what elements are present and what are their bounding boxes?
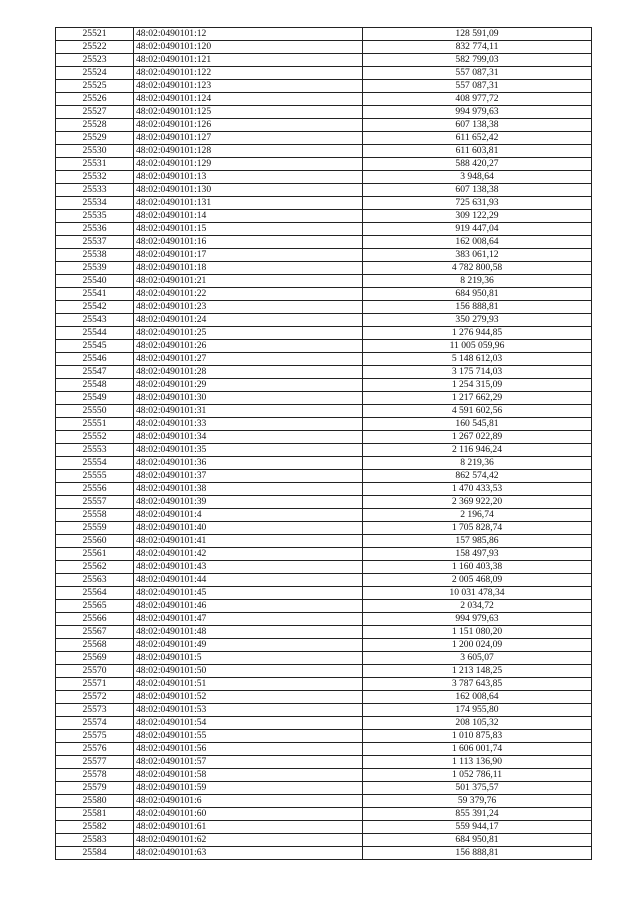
cadastral-number-cell: 48:02:0490101:53	[134, 704, 363, 717]
cadastral-number-cell: 48:02:0490101:24	[134, 314, 363, 327]
cadastral-number-cell: 48:02:0490101:6	[134, 795, 363, 808]
table-row	[56, 782, 592, 795]
cadastral-value-cell: 1 113 136,90	[363, 756, 592, 769]
cadastral-number-cell: 48:02:0490101:38	[134, 483, 363, 496]
cadastral-value-cell: 8 219,36	[363, 275, 592, 288]
row-number-cell: 25529	[56, 132, 134, 145]
table-row	[56, 379, 592, 392]
row-number-cell: 25580	[56, 795, 134, 808]
cadastral-value-cell: 582 799,03	[363, 54, 592, 67]
cadastral-value-cell: 1 160 403,38	[363, 561, 592, 574]
table-row	[56, 600, 592, 613]
cadastral-value-cell: 862 574,42	[363, 470, 592, 483]
cadastral-number-cell: 48:02:0490101:126	[134, 119, 363, 132]
cadastral-number-cell: 48:02:0490101:120	[134, 41, 363, 54]
table-row	[56, 93, 592, 106]
row-number-cell: 25550	[56, 405, 134, 418]
cadastral-value-cell: 157 985,86	[363, 535, 592, 548]
cadastral-value-cell: 919 447,04	[363, 223, 592, 236]
cadastral-value-table	[55, 27, 592, 860]
row-number-cell: 25572	[56, 691, 134, 704]
row-number-cell: 25540	[56, 275, 134, 288]
row-number-cell: 25559	[56, 522, 134, 535]
table-row	[56, 717, 592, 730]
table-row	[56, 288, 592, 301]
cadastral-value-cell: 162 008,64	[363, 691, 592, 704]
cadastral-number-cell: 48:02:0490101:42	[134, 548, 363, 561]
cadastral-number-cell: 48:02:0490101:41	[134, 535, 363, 548]
cadastral-value-cell: 1 606 001,74	[363, 743, 592, 756]
row-number-cell: 25573	[56, 704, 134, 717]
cadastral-value-cell: 408 977,72	[363, 93, 592, 106]
cadastral-number-cell: 48:02:0490101:61	[134, 821, 363, 834]
cadastral-number-cell: 48:02:0490101:59	[134, 782, 363, 795]
cadastral-number-cell: 48:02:0490101:34	[134, 431, 363, 444]
table-row	[56, 275, 592, 288]
cadastral-number-cell: 48:02:0490101:60	[134, 808, 363, 821]
row-number-cell: 25543	[56, 314, 134, 327]
cadastral-value-cell: 3 948,64	[363, 171, 592, 184]
table-row	[56, 28, 592, 41]
row-number-cell: 25557	[56, 496, 134, 509]
cadastral-value-cell: 4 591 602,56	[363, 405, 592, 418]
cadastral-number-cell: 48:02:0490101:35	[134, 444, 363, 457]
cadastral-number-cell: 48:02:0490101:14	[134, 210, 363, 223]
cadastral-number-cell: 48:02:0490101:125	[134, 106, 363, 119]
cadastral-number-cell: 48:02:0490101:40	[134, 522, 363, 535]
cadastral-value-cell: 1 705 828,74	[363, 522, 592, 535]
cadastral-number-cell: 48:02:0490101:21	[134, 275, 363, 288]
cadastral-value-cell: 162 008,64	[363, 236, 592, 249]
cadastral-number-cell: 48:02:0490101:28	[134, 366, 363, 379]
cadastral-number-cell: 48:02:0490101:55	[134, 730, 363, 743]
cadastral-number-cell: 48:02:0490101:130	[134, 184, 363, 197]
table-row	[56, 262, 592, 275]
cadastral-number-cell: 48:02:0490101:12	[134, 28, 363, 41]
table-row	[56, 197, 592, 210]
row-number-cell: 25582	[56, 821, 134, 834]
cadastral-value-cell: 10 031 478,34	[363, 587, 592, 600]
cadastral-value-cell: 3 605,07	[363, 652, 592, 665]
cadastral-number-cell: 48:02:0490101:50	[134, 665, 363, 678]
row-number-cell: 25553	[56, 444, 134, 457]
row-number-cell: 25537	[56, 236, 134, 249]
cadastral-number-cell: 48:02:0490101:127	[134, 132, 363, 145]
cadastral-number-cell: 48:02:0490101:43	[134, 561, 363, 574]
table-row	[56, 405, 592, 418]
cadastral-value-cell: 1 276 944,85	[363, 327, 592, 340]
cadastral-value-cell: 611 603,81	[363, 145, 592, 158]
cadastral-value-cell: 383 061,12	[363, 249, 592, 262]
cadastral-value-cell: 1 267 022,89	[363, 431, 592, 444]
row-number-cell: 25555	[56, 470, 134, 483]
table-row	[56, 353, 592, 366]
cadastral-value-cell: 832 774,11	[363, 41, 592, 54]
cadastral-number-cell: 48:02:0490101:123	[134, 80, 363, 93]
cadastral-value-cell: 350 279,93	[363, 314, 592, 327]
cadastral-number-cell: 48:02:0490101:49	[134, 639, 363, 652]
cadastral-number-cell: 48:02:0490101:22	[134, 288, 363, 301]
row-number-cell: 25528	[56, 119, 134, 132]
cadastral-number-cell: 48:02:0490101:131	[134, 197, 363, 210]
row-number-cell: 25532	[56, 171, 134, 184]
table-row	[56, 119, 592, 132]
cadastral-value-cell: 158 497,93	[363, 548, 592, 561]
table-row	[56, 548, 592, 561]
table-row	[56, 756, 592, 769]
table-row	[56, 561, 592, 574]
cadastral-value-cell: 59 379,76	[363, 795, 592, 808]
cadastral-value-cell: 2 369 922,20	[363, 496, 592, 509]
row-number-cell: 25523	[56, 54, 134, 67]
cadastral-number-cell: 48:02:0490101:46	[134, 600, 363, 613]
cadastral-number-cell: 48:02:0490101:27	[134, 353, 363, 366]
cadastral-number-cell: 48:02:0490101:30	[134, 392, 363, 405]
table-row	[56, 691, 592, 704]
table-row	[56, 626, 592, 639]
cadastral-value-cell: 1 010 875,83	[363, 730, 592, 743]
table-row	[56, 522, 592, 535]
table-row	[56, 80, 592, 93]
table-row	[56, 158, 592, 171]
row-number-cell: 25566	[56, 613, 134, 626]
cadastral-number-cell: 48:02:0490101:4	[134, 509, 363, 522]
table-row	[56, 41, 592, 54]
cadastral-number-cell: 48:02:0490101:33	[134, 418, 363, 431]
row-number-cell: 25581	[56, 808, 134, 821]
table-row	[56, 132, 592, 145]
cadastral-value-cell: 2 034,72	[363, 600, 592, 613]
table-row	[56, 639, 592, 652]
row-number-cell: 25579	[56, 782, 134, 795]
table-row	[56, 743, 592, 756]
table-row	[56, 704, 592, 717]
cadastral-value-cell: 684 950,81	[363, 834, 592, 847]
row-number-cell: 25583	[56, 834, 134, 847]
cadastral-value-cell: 855 391,24	[363, 808, 592, 821]
row-number-cell: 25563	[56, 574, 134, 587]
table-row	[56, 678, 592, 691]
cadastral-value-cell: 994 979,63	[363, 106, 592, 119]
table-row	[56, 210, 592, 223]
cadastral-value-cell: 1 200 024,09	[363, 639, 592, 652]
row-number-cell: 25551	[56, 418, 134, 431]
cadastral-value-cell: 8 219,36	[363, 457, 592, 470]
row-number-cell: 25556	[56, 483, 134, 496]
cadastral-value-cell: 3 175 714,03	[363, 366, 592, 379]
table-row	[56, 613, 592, 626]
row-number-cell: 25568	[56, 639, 134, 652]
table-row	[56, 223, 592, 236]
cadastral-value-cell: 2 196,74	[363, 509, 592, 522]
table-row	[56, 314, 592, 327]
row-number-cell: 25577	[56, 756, 134, 769]
table-row	[56, 366, 592, 379]
row-number-cell: 25549	[56, 392, 134, 405]
cadastral-number-cell: 48:02:0490101:15	[134, 223, 363, 236]
row-number-cell: 25535	[56, 210, 134, 223]
cadastral-number-cell: 48:02:0490101:54	[134, 717, 363, 730]
cadastral-number-cell: 48:02:0490101:44	[134, 574, 363, 587]
row-number-cell: 25539	[56, 262, 134, 275]
cadastral-value-cell: 611 652,42	[363, 132, 592, 145]
row-number-cell: 25545	[56, 340, 134, 353]
cadastral-value-cell: 1 254 315,09	[363, 379, 592, 392]
cadastral-value-cell: 725 631,93	[363, 197, 592, 210]
cadastral-number-cell: 48:02:0490101:57	[134, 756, 363, 769]
row-number-cell: 25575	[56, 730, 134, 743]
cadastral-value-cell: 994 979,63	[363, 613, 592, 626]
table-row	[56, 249, 592, 262]
row-number-cell: 25533	[56, 184, 134, 197]
cadastral-number-cell: 48:02:0490101:29	[134, 379, 363, 392]
row-number-cell: 25584	[56, 847, 134, 860]
row-number-cell: 25574	[56, 717, 134, 730]
table-row	[56, 145, 592, 158]
row-number-cell: 25565	[56, 600, 134, 613]
table-row	[56, 834, 592, 847]
row-number-cell: 25525	[56, 80, 134, 93]
row-number-cell: 25542	[56, 301, 134, 314]
table-row	[56, 730, 592, 743]
cadastral-value-cell: 559 944,17	[363, 821, 592, 834]
cadastral-number-cell: 48:02:0490101:26	[134, 340, 363, 353]
row-number-cell: 25526	[56, 93, 134, 106]
cadastral-number-cell: 48:02:0490101:47	[134, 613, 363, 626]
row-number-cell: 25558	[56, 509, 134, 522]
row-number-cell: 25521	[56, 28, 134, 41]
table-row	[56, 665, 592, 678]
table-row	[56, 301, 592, 314]
row-number-cell: 25569	[56, 652, 134, 665]
cadastral-value-cell: 501 375,57	[363, 782, 592, 795]
cadastral-number-cell: 48:02:0490101:39	[134, 496, 363, 509]
cadastral-value-cell: 156 888,81	[363, 301, 592, 314]
cadastral-value-cell: 557 087,31	[363, 67, 592, 80]
row-number-cell: 25552	[56, 431, 134, 444]
cadastral-number-cell: 48:02:0490101:16	[134, 236, 363, 249]
row-number-cell: 25544	[56, 327, 134, 340]
row-number-cell: 25576	[56, 743, 134, 756]
table-row	[56, 106, 592, 119]
row-number-cell: 25564	[56, 587, 134, 600]
cadastral-number-cell: 48:02:0490101:63	[134, 847, 363, 860]
cadastral-number-cell: 48:02:0490101:51	[134, 678, 363, 691]
table-row	[56, 847, 592, 860]
table-body	[56, 28, 592, 860]
cadastral-number-cell: 48:02:0490101:37	[134, 470, 363, 483]
table-row	[56, 795, 592, 808]
table-row	[56, 470, 592, 483]
row-number-cell: 25570	[56, 665, 134, 678]
row-number-cell: 25547	[56, 366, 134, 379]
table-row	[56, 431, 592, 444]
cadastral-number-cell: 48:02:0490101:5	[134, 652, 363, 665]
row-number-cell: 25531	[56, 158, 134, 171]
cadastral-value-cell: 3 787 643,85	[363, 678, 592, 691]
table-row	[56, 171, 592, 184]
cadastral-value-cell: 174 955,80	[363, 704, 592, 717]
cadastral-number-cell: 48:02:0490101:31	[134, 405, 363, 418]
table-row	[56, 483, 592, 496]
row-number-cell: 25524	[56, 67, 134, 80]
cadastral-value-cell: 1 151 080,20	[363, 626, 592, 639]
row-number-cell: 25546	[56, 353, 134, 366]
table-row	[56, 535, 592, 548]
cadastral-value-cell: 588 420,27	[363, 158, 592, 171]
cadastral-number-cell: 48:02:0490101:56	[134, 743, 363, 756]
table-row	[56, 236, 592, 249]
cadastral-number-cell: 48:02:0490101:25	[134, 327, 363, 340]
cadastral-value-cell: 1 052 786,11	[363, 769, 592, 782]
row-number-cell: 25560	[56, 535, 134, 548]
table-row	[56, 496, 592, 509]
table-row	[56, 184, 592, 197]
cadastral-value-cell: 309 122,29	[363, 210, 592, 223]
table-row	[56, 54, 592, 67]
cadastral-value-cell: 684 950,81	[363, 288, 592, 301]
table-row	[56, 67, 592, 80]
row-number-cell: 25578	[56, 769, 134, 782]
table-row	[56, 418, 592, 431]
cadastral-number-cell: 48:02:0490101:124	[134, 93, 363, 106]
row-number-cell: 25548	[56, 379, 134, 392]
table-row	[56, 457, 592, 470]
table-row	[56, 340, 592, 353]
cadastral-value-cell: 208 105,32	[363, 717, 592, 730]
row-number-cell: 25534	[56, 197, 134, 210]
cadastral-value-cell: 607 138,38	[363, 119, 592, 132]
row-number-cell: 25527	[56, 106, 134, 119]
cadastral-number-cell: 48:02:0490101:62	[134, 834, 363, 847]
cadastral-value-cell: 11 005 059,96	[363, 340, 592, 353]
cadastral-number-cell: 48:02:0490101:58	[134, 769, 363, 782]
table-row	[56, 652, 592, 665]
table-row	[56, 392, 592, 405]
row-number-cell: 25562	[56, 561, 134, 574]
cadastral-number-cell: 48:02:0490101:121	[134, 54, 363, 67]
cadastral-value-cell: 160 545,81	[363, 418, 592, 431]
row-number-cell: 25530	[56, 145, 134, 158]
table-row	[56, 587, 592, 600]
cadastral-value-cell: 4 782 800,58	[363, 262, 592, 275]
cadastral-value-cell: 607 138,38	[363, 184, 592, 197]
row-number-cell: 25541	[56, 288, 134, 301]
table-row	[56, 574, 592, 587]
cadastral-number-cell: 48:02:0490101:122	[134, 67, 363, 80]
table-row	[56, 444, 592, 457]
row-number-cell: 25554	[56, 457, 134, 470]
cadastral-value-cell: 5 148 612,03	[363, 353, 592, 366]
cadastral-number-cell: 48:02:0490101:13	[134, 171, 363, 184]
cadastral-value-cell: 557 087,31	[363, 80, 592, 93]
table-row	[56, 821, 592, 834]
cadastral-value-cell: 128 591,09	[363, 28, 592, 41]
cadastral-number-cell: 48:02:0490101:36	[134, 457, 363, 470]
cadastral-value-cell: 156 888,81	[363, 847, 592, 860]
cadastral-number-cell: 48:02:0490101:52	[134, 691, 363, 704]
cadastral-number-cell: 48:02:0490101:23	[134, 301, 363, 314]
cadastral-number-cell: 48:02:0490101:45	[134, 587, 363, 600]
cadastral-number-cell: 48:02:0490101:48	[134, 626, 363, 639]
table-row	[56, 808, 592, 821]
cadastral-value-cell: 1 217 662,29	[363, 392, 592, 405]
cadastral-number-cell: 48:02:0490101:128	[134, 145, 363, 158]
table-row	[56, 769, 592, 782]
cadastral-value-cell: 1 213 148,25	[363, 665, 592, 678]
row-number-cell: 25522	[56, 41, 134, 54]
row-number-cell: 25536	[56, 223, 134, 236]
table-row	[56, 509, 592, 522]
row-number-cell: 25567	[56, 626, 134, 639]
cadastral-number-cell: 48:02:0490101:18	[134, 262, 363, 275]
cadastral-value-cell: 2 005 468,09	[363, 574, 592, 587]
cadastral-number-cell: 48:02:0490101:17	[134, 249, 363, 262]
row-number-cell: 25561	[56, 548, 134, 561]
table-row	[56, 327, 592, 340]
cadastral-number-cell: 48:02:0490101:129	[134, 158, 363, 171]
cadastral-value-cell: 1 470 433,53	[363, 483, 592, 496]
row-number-cell: 25538	[56, 249, 134, 262]
cadastral-value-cell: 2 116 946,24	[363, 444, 592, 457]
row-number-cell: 25571	[56, 678, 134, 691]
